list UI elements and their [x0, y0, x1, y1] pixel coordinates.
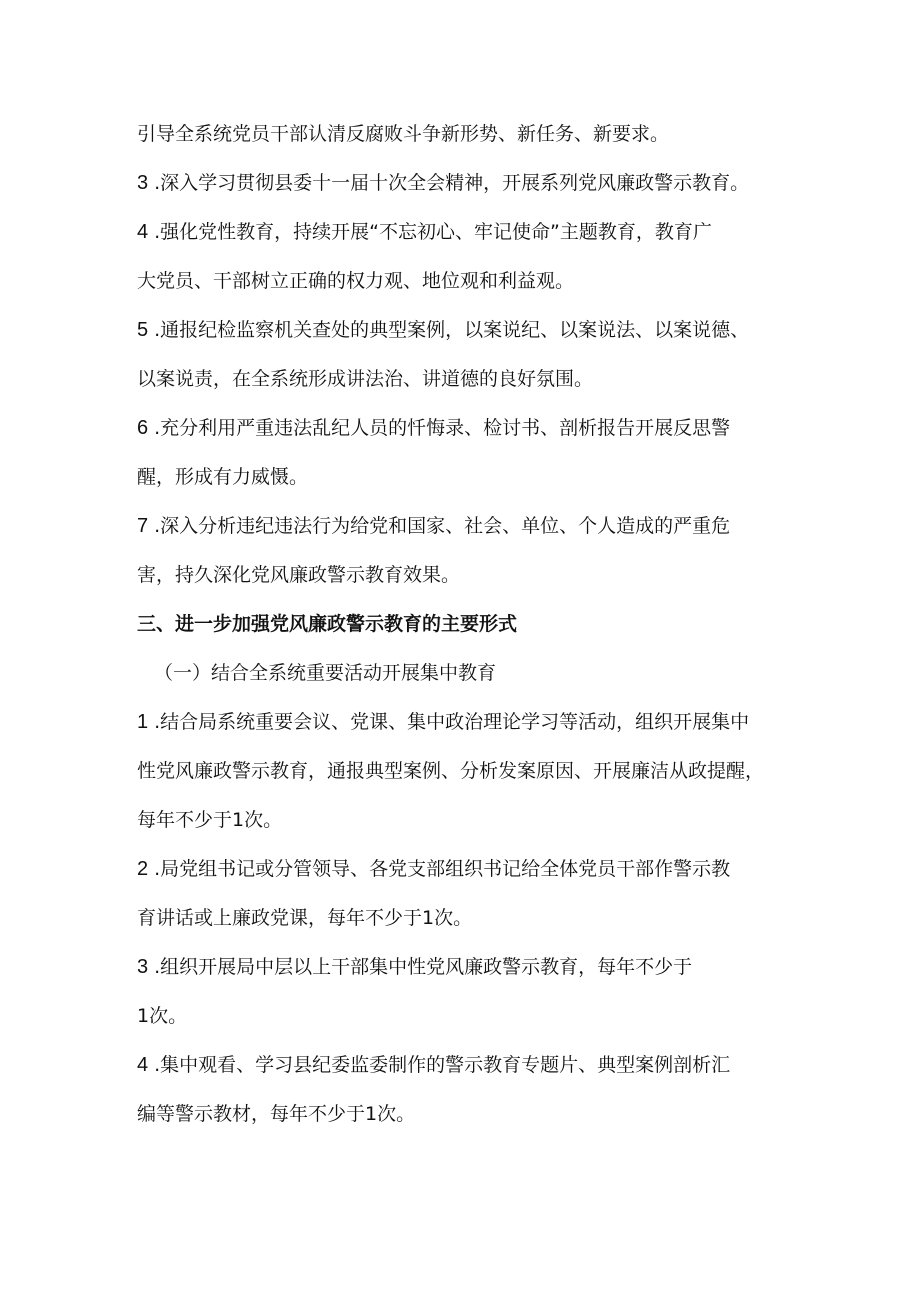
- line-text: 以案说责，在全系统形成讲法治、讲道德的良好氛围。: [137, 368, 594, 390]
- paragraph-line: [137, 453, 797, 502]
- line-text: 大党员、干部树立正确的权力观、地位观和利益观。: [137, 270, 575, 292]
- paragraph-line: [137, 1090, 797, 1139]
- list-item-6: [137, 404, 797, 453]
- line-text: .集中观看、学习县纪委监委制作的警示教育专题片、典型案例剖析汇: [154, 1054, 731, 1076]
- item-number: 1: [137, 711, 149, 733]
- list-item-7: [137, 502, 797, 551]
- item-number: 3: [137, 172, 149, 194]
- line-text: 每年不少于1次。: [137, 809, 283, 831]
- line-text: .通报纪检监察机关查处的典型案例，以案说纪、以案说法、以案说德、: [154, 319, 750, 341]
- line-text: 引导全系统党员干部认清反腐败斗争新形势、新任务、新要求。: [137, 123, 670, 145]
- item-number: 6: [137, 417, 149, 439]
- line-text: .结合局系统重要会议、党课、集中政治理论学习等活动，组织开展集中: [154, 711, 750, 733]
- paragraph-line: [137, 796, 797, 845]
- line-text: 1次。: [137, 1005, 188, 1027]
- line-text: .局党组书记或分管领导、各党支部组织书记给全体党员干部作警示教: [154, 858, 731, 880]
- list-item-5: [137, 306, 797, 355]
- line-text: .深入学习贯彻县委十一届十次全会精神，开展系列党风廉政警示教育。: [154, 172, 750, 194]
- list-item-2: [137, 845, 797, 894]
- line-text: 编等警示教材，每年不少于1次。: [137, 1103, 416, 1125]
- list-item-4-b: [137, 1041, 797, 1090]
- list-item-3-b: [137, 943, 797, 992]
- subheading-text: （一）结合全系统重要活动开展集中教育: [154, 662, 497, 684]
- item-number: 4: [137, 1054, 149, 1076]
- item-number: 4: [137, 221, 149, 243]
- line-text: .深入分析违纪违法行为给党和国家、社会、单位、个人造成的严重危: [154, 515, 731, 537]
- line-text: 醒，形成有力威慑。: [137, 466, 309, 488]
- line-text: .组织开展局中层以上干部集中性党风廉政警示教育，每年不少于: [154, 956, 693, 978]
- line-text: .强化党性教育，持续开展“不忘初心、牢记使命”主题教育，教育广: [154, 221, 712, 243]
- document-body: [137, 110, 797, 1139]
- item-number: 5: [137, 319, 149, 341]
- item-number: 2: [137, 858, 149, 880]
- paragraph-line: [137, 355, 797, 404]
- subsection-heading: [137, 649, 797, 698]
- line-text: 性党风廉政警示教育，通报典型案例、分析发案原因、开展廉洁从政提醒，: [137, 760, 765, 782]
- paragraph-line: [137, 992, 797, 1041]
- item-number: 3: [137, 956, 149, 978]
- section-heading: [137, 600, 797, 649]
- paragraph-line: [137, 894, 797, 943]
- list-item-1: [137, 698, 797, 747]
- paragraph-line: [137, 551, 797, 600]
- paragraph-line: [137, 747, 797, 796]
- line-text: .充分利用严重违法乱纪人员的忏悔录、检讨书、剖析报告开展反思警: [154, 417, 731, 439]
- list-item-4: [137, 208, 797, 257]
- heading-text: 三、进一步加强党风廉政警示教育的主要形式: [137, 613, 518, 635]
- paragraph-line: [137, 257, 797, 306]
- item-number: 7: [137, 515, 149, 537]
- list-item-3: [137, 159, 797, 208]
- line-text: 育讲话或上廉政党课，每年不少于1次。: [137, 907, 473, 929]
- line-text: 害，持久深化党风廉政警示教育效果。: [137, 564, 461, 586]
- paragraph-line: [137, 110, 797, 159]
